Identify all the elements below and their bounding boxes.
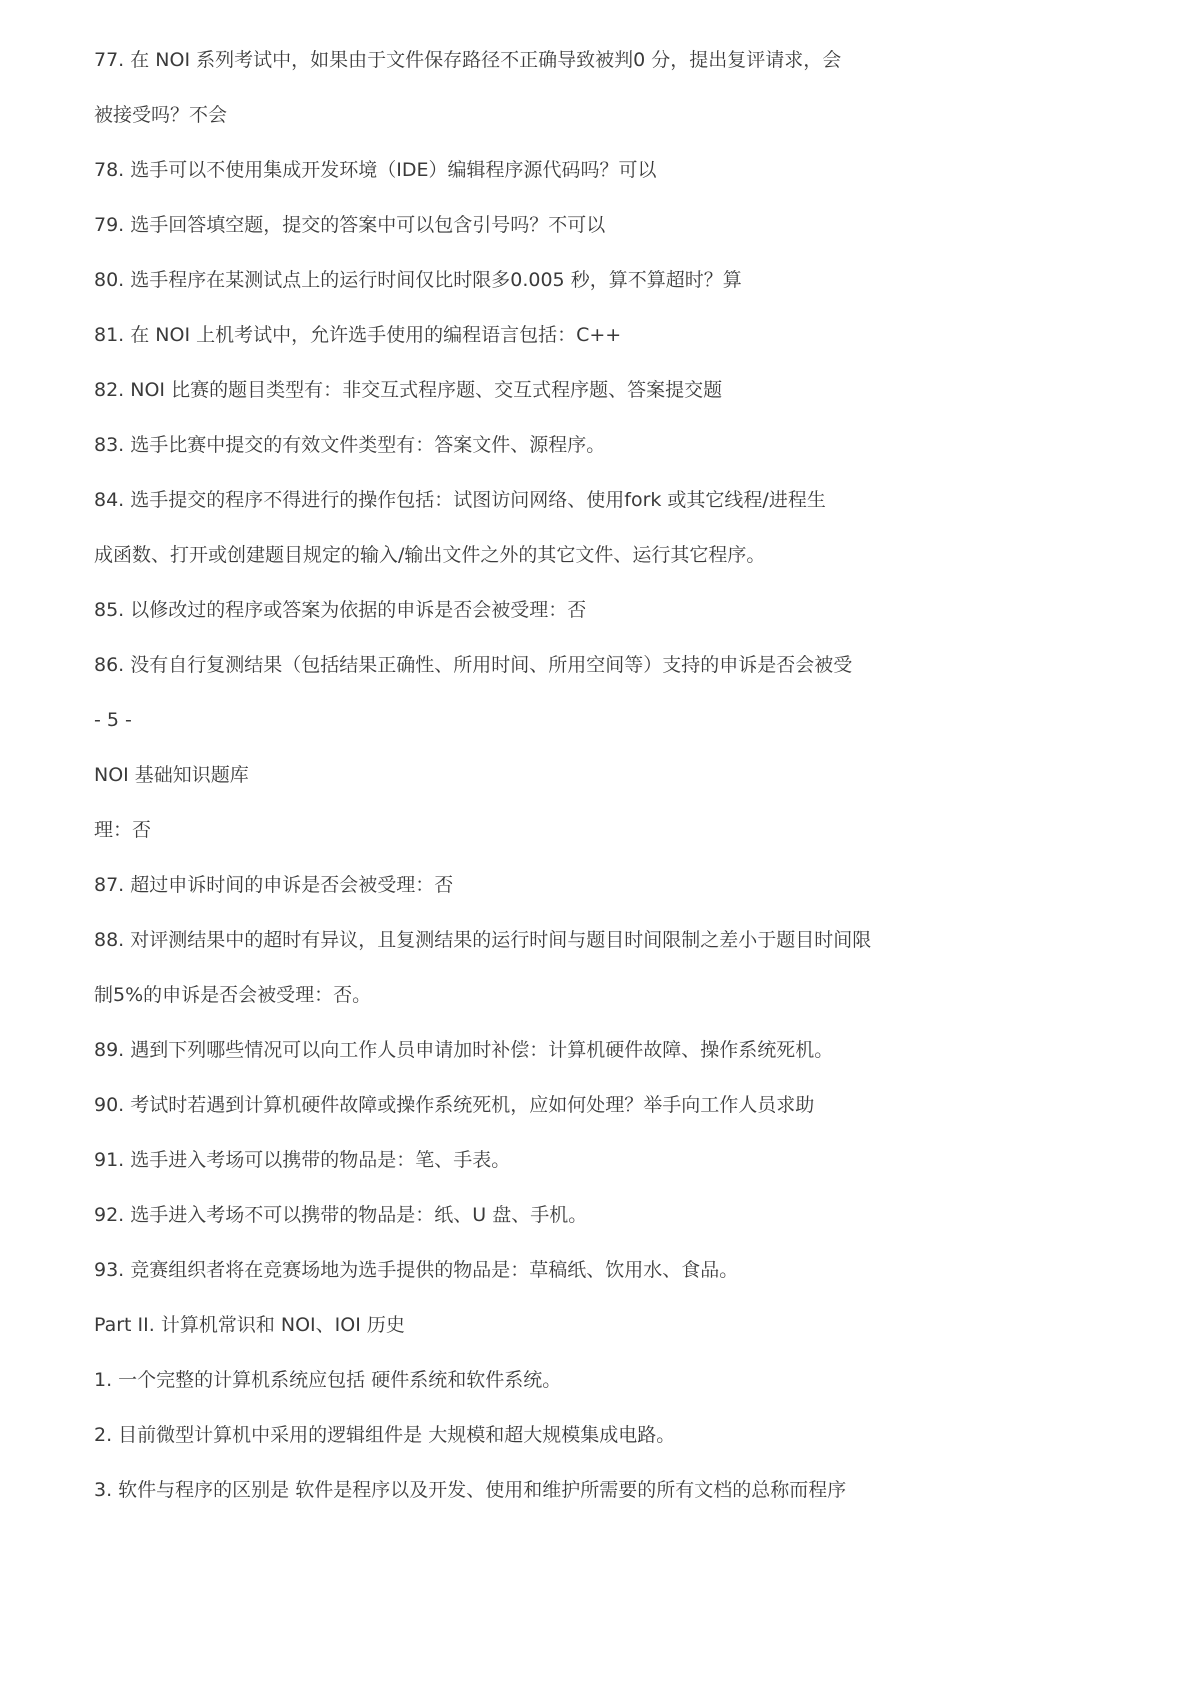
- text-line-q86-b: 理：否: [94, 819, 152, 841]
- text-line-q93: 93. 竞赛组织者将在竞赛场地为选手提供的物品是：草稿纸、饮用水、食品。: [94, 1259, 739, 1281]
- section-heading-part2: Part II. 计算机常识和 NOI、IOI 历史: [94, 1314, 405, 1336]
- text-line-q88-b: 制5%的申诉是否会被受理：否。: [94, 984, 372, 1006]
- text-line-q84-a: 84. 选手提交的程序不得进行的操作包括：试图访问网络、使用fork 或其它线程/进程生: [94, 489, 826, 511]
- running-header: NOI 基础知识题库: [94, 764, 249, 786]
- text-line-q88-a: 88. 对评测结果中的超时有异议，且复测结果的运行时间与题目时间限制之差小于题目时间限: [94, 929, 872, 951]
- text-line-q87: 87. 超过申诉时间的申诉是否会被受理：否: [94, 874, 454, 896]
- text-line-q91: 91. 选手进入考场可以携带的物品是：笔、手表。: [94, 1149, 511, 1171]
- text-line-q84-b: 成函数、打开或创建题目规定的输入/输出文件之外的其它文件、运行其它程序。: [94, 544, 766, 566]
- text-line-q82: 82. NOI 比赛的题目类型有：非交互式程序题、交互式程序题、答案提交题: [94, 379, 723, 401]
- text-line-q89: 89. 遇到下列哪些情况可以向工作人员申请加时补偿：计算机硬件故障、操作系统死机。: [94, 1039, 834, 1061]
- text-line-q77-b: 被接受吗？不会: [94, 104, 228, 126]
- text-line-p2-q3: 3. 软件与程序的区别是 软件是程序以及开发、使用和维护所需要的所有文档的总称而程序: [94, 1479, 847, 1501]
- text-line-q85: 85. 以修改过的程序或答案为依据的申诉是否会被受理：否: [94, 599, 587, 621]
- text-line-q92: 92. 选手进入考场不可以携带的物品是：纸、U 盘、手机。: [94, 1204, 588, 1226]
- text-line-q83: 83. 选手比赛中提交的有效文件类型有：答案文件、源程序。: [94, 434, 606, 456]
- text-line-q79: 79. 选手回答填空题，提交的答案中可以包含引号吗？不可以: [94, 214, 606, 236]
- text-line-q86-a: 86. 没有自行复测结果（包括结果正确性、所用时间、所用空间等）支持的申诉是否会被受: [94, 654, 853, 676]
- text-line-q78: 78. 选手可以不使用集成开发环境（IDE）编辑程序源代码吗？可以: [94, 159, 657, 181]
- text-line-q77-a: 77. 在 NOI 系列考试中，如果由于文件保存路径不正确导致被判0 分，提出复评请求，会: [94, 49, 842, 71]
- page-number: - 5 -: [94, 709, 132, 731]
- text-line-q80: 80. 选手程序在某测试点上的运行时间仅比时限多0.005 秒，算不算超时？算: [94, 269, 742, 291]
- text-line-q81: 81. 在 NOI 上机考试中，允许选手使用的编程语言包括：C++: [94, 324, 622, 346]
- text-line-q90: 90. 考试时若遇到计算机硬件故障或操作系统死机，应如何处理？举手向工作人员求助: [94, 1094, 815, 1116]
- text-line-p2-q2: 2. 目前微型计算机中采用的逻辑组件是 大规模和超大规模集成电路。: [94, 1424, 676, 1446]
- text-line-p2-q1: 1. 一个完整的计算机系统应包括 硬件系统和软件系统。: [94, 1369, 562, 1391]
